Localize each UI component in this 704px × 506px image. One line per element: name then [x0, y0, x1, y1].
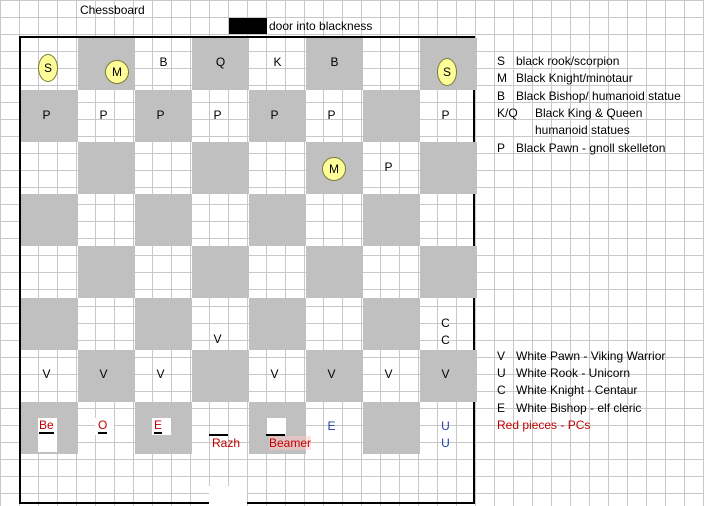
white-pawn[interactable]: V [327, 367, 336, 381]
pc-be[interactable]: Be [39, 418, 54, 432]
black-pawn[interactable]: P [99, 108, 108, 122]
white-pawn[interactable]: V [156, 367, 165, 381]
white-knight[interactable]: C [441, 333, 450, 347]
black-pawn[interactable]: P [384, 160, 393, 174]
pc-marker-box [267, 418, 286, 435]
board-square[interactable] [306, 298, 363, 350]
board-square[interactable] [249, 142, 306, 194]
board-square[interactable] [363, 90, 420, 142]
black-knight-token[interactable]: M [105, 60, 129, 84]
legend-item: B Black Bishop/ humanoid statue [497, 89, 681, 103]
white-pawn[interactable]: V [213, 332, 222, 346]
black-pawn[interactable]: P [327, 108, 336, 122]
board-square[interactable] [249, 246, 306, 298]
legend-item: S black rook/scorpion [497, 54, 620, 68]
legend-item: C White Knight - Centaur [497, 383, 638, 397]
black-rook-token[interactable]: S [38, 54, 58, 82]
board-square[interactable] [135, 246, 192, 298]
board-square[interactable] [420, 194, 477, 246]
black-queen[interactable]: Q [215, 55, 226, 69]
legend-item: U White Rook - Unicorn [497, 366, 631, 380]
board-square[interactable] [306, 194, 363, 246]
board-square[interactable] [21, 194, 78, 246]
white-knight[interactable]: C [441, 316, 450, 330]
legend-pcs-note: Red pieces - PCs [497, 418, 591, 432]
board-square[interactable] [192, 246, 249, 298]
board-square[interactable] [363, 246, 420, 298]
legend-item: V White Pawn - Viking Warrior [497, 349, 666, 363]
door-label: door into blackness [269, 19, 373, 33]
legend-item: P Black Pawn - gnoll skelleton [497, 141, 666, 155]
board-square[interactable] [21, 246, 78, 298]
board-square[interactable] [363, 402, 420, 454]
board-square[interactable] [306, 246, 363, 298]
board-square[interactable] [249, 298, 306, 350]
door-marker [229, 18, 267, 34]
white-pawn[interactable]: V [270, 367, 279, 381]
pc-e[interactable]: E [154, 418, 163, 432]
chessboard [19, 36, 475, 504]
legend-item: E White Bishop - elf cleric [497, 401, 642, 415]
black-rook-token[interactable]: S [437, 58, 457, 86]
black-pawn[interactable]: P [441, 108, 450, 122]
white-pawn[interactable]: V [99, 367, 108, 381]
legend-item: humanoid statues [535, 123, 630, 137]
black-pawn[interactable]: P [270, 108, 279, 122]
board-square[interactable] [192, 142, 249, 194]
board-gap [209, 486, 247, 506]
board-square[interactable] [420, 142, 477, 194]
board-square[interactable] [78, 298, 135, 350]
white-pawn[interactable]: V [384, 367, 393, 381]
black-bishop[interactable]: B [159, 55, 168, 69]
board-square[interactable] [78, 246, 135, 298]
board-square[interactable] [363, 38, 420, 90]
board-square[interactable] [249, 194, 306, 246]
board-square[interactable] [363, 298, 420, 350]
board-square[interactable] [420, 246, 477, 298]
legend-item: M Black Knight/minotaur [497, 71, 633, 85]
black-bishop[interactable]: B [330, 55, 339, 69]
page-title: Chessboard [80, 3, 145, 17]
board-square[interactable] [135, 142, 192, 194]
white-rook[interactable]: U [441, 436, 450, 450]
black-pawn[interactable]: P [213, 108, 222, 122]
board-square[interactable] [192, 194, 249, 246]
board-square[interactable] [78, 142, 135, 194]
black-knight-token[interactable]: M [322, 157, 346, 181]
board-square[interactable] [135, 194, 192, 246]
board-square[interactable] [21, 298, 78, 350]
pc-o[interactable]: O [98, 418, 108, 432]
white-bishop[interactable]: E [327, 419, 336, 433]
white-rook[interactable]: U [441, 419, 450, 433]
black-king[interactable]: K [273, 55, 282, 69]
board-square[interactable] [135, 298, 192, 350]
board-square[interactable] [363, 194, 420, 246]
board-square[interactable] [78, 194, 135, 246]
white-pawn[interactable]: V [42, 367, 51, 381]
board-square[interactable] [21, 142, 78, 194]
board-square[interactable] [192, 350, 249, 402]
black-pawn[interactable]: P [156, 108, 165, 122]
legend-item: K/Q Black King & Queen [497, 106, 643, 120]
pc-razh[interactable]: Razh [212, 436, 241, 450]
black-pawn[interactable]: P [42, 108, 51, 122]
white-pawn[interactable]: V [441, 367, 450, 381]
pc-beamer[interactable]: Beamer [269, 436, 312, 450]
